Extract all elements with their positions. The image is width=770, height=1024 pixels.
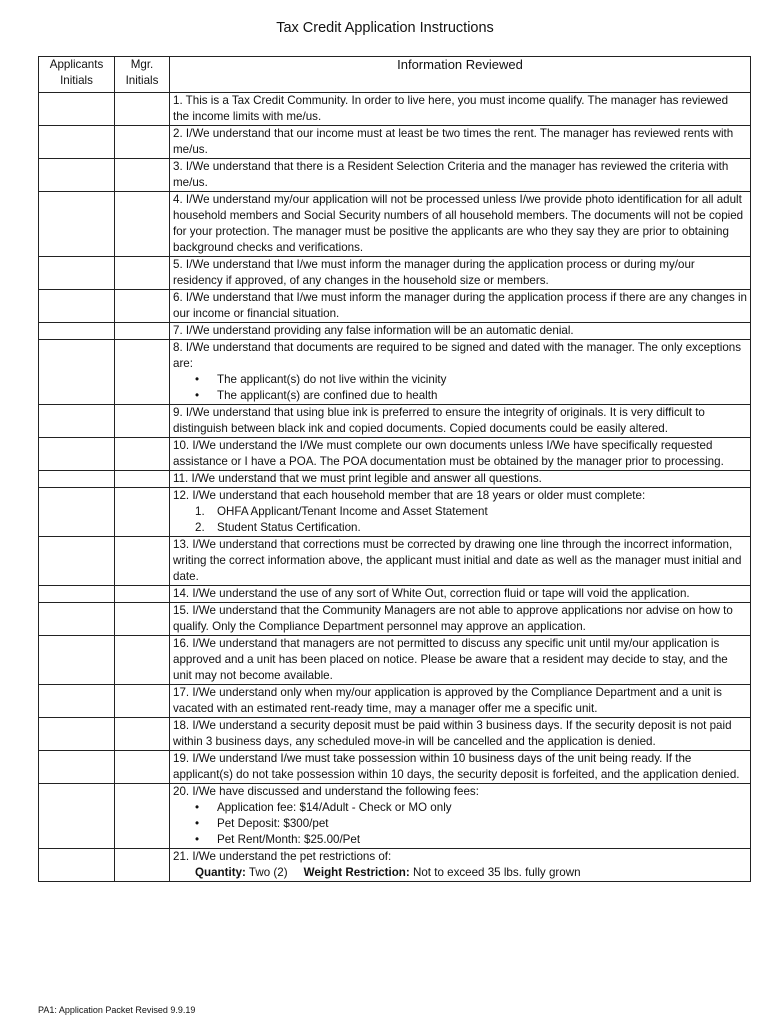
row-text: 2. I/We understand that our income must at least be two times the rent. The manager has reviewed rents with me/us. (170, 126, 751, 159)
applicant-initials-cell[interactable] (39, 537, 115, 586)
applicant-initials-cell[interactable] (39, 340, 115, 405)
table-row (39, 93, 751, 126)
applicant-initials-cell[interactable] (39, 290, 115, 323)
row-text: 9. I/We understand that using blue ink is preferred to ensure the integrity of originals. It is very difficult to distinguish between black ink and copied documents. Copied documents could be easily altered. (170, 405, 751, 438)
bullet-text: The applicant(s) do not live within the vicinity (217, 373, 447, 386)
applicant-initials-cell[interactable] (39, 718, 115, 751)
weight-value: Not to exceed 35 lbs. fully grown (409, 866, 581, 879)
item-number: 1. (195, 505, 205, 518)
row-text: 15. I/We understand that the Community Managers are not able to approve applications nor advise on how to qualify. Only the Compliance Department personnel may approve an application. (170, 603, 751, 636)
mgr-initials-cell[interactable] (115, 685, 170, 718)
table-row (39, 586, 751, 603)
applicant-initials-cell[interactable] (39, 405, 115, 438)
table-row (39, 126, 751, 159)
weight-label: Weight Restriction: (303, 866, 410, 879)
table-row (39, 636, 751, 685)
applicant-initials-cell[interactable] (39, 849, 115, 882)
mgr-initials-cell[interactable] (115, 192, 170, 257)
table-row (39, 537, 751, 586)
applicant-initials-cell[interactable] (39, 751, 115, 784)
footer-revision: PA1: Application Packet Revised 9.9.19 (38, 1005, 196, 1015)
applicant-initials-cell[interactable] (39, 323, 115, 340)
applicant-initials-cell[interactable] (39, 257, 115, 290)
applicant-initials-cell[interactable] (39, 636, 115, 685)
mgr-initials-cell[interactable] (115, 159, 170, 192)
row-text: 18. I/We understand a security deposit must be paid within 3 business days. If the security deposit is not paid within 3 business days, any scheduled move-in will be cancelled and the application is denied. (170, 718, 751, 751)
bullet-item (173, 388, 747, 404)
quantity-label: Quantity: (195, 866, 246, 879)
table-row (39, 192, 751, 257)
row-text: 7. I/We understand providing any false information will be an automatic denial. (170, 323, 751, 340)
applicant-initials-cell[interactable] (39, 438, 115, 471)
applicant-initials-cell[interactable] (39, 586, 115, 603)
quantity-value: Two (2) (245, 866, 288, 879)
mgr-initials-cell[interactable] (115, 751, 170, 784)
row-cell (170, 784, 751, 849)
table-row (39, 471, 751, 488)
row-text: 6. I/We understand that I/we must inform the manager during the application process if there are any changes in our income or financial situation. (170, 290, 751, 323)
mgr-initials-cell[interactable] (115, 603, 170, 636)
bullet-text: Pet Deposit: $300/pet (217, 817, 329, 830)
row-text: 17. I/We understand only when my/our application is approved by the Compliance Department and a unit is vacated with an estimated rent-ready time, may a manager offer me a specific unit. (170, 685, 751, 718)
information-reviewed-header: Information Reviewed (170, 57, 751, 93)
mgr-initials-cell[interactable] (115, 586, 170, 603)
instructions-table (38, 56, 751, 882)
table-row (39, 340, 751, 405)
mgr-initials-cell[interactable] (115, 126, 170, 159)
row-cell (170, 340, 751, 405)
applicant-initials-cell[interactable] (39, 192, 115, 257)
applicant-initials-cell[interactable] (39, 93, 115, 126)
pet-restrictions (173, 865, 747, 881)
table-row (39, 488, 751, 537)
row-text: 8. I/We understand that documents are required to be signed and dated with the manager. The only exceptions are: (173, 341, 742, 370)
row-text: 11. I/We understand that we must print legible and answer all questions. (170, 471, 751, 488)
mgr-initials-cell[interactable] (115, 718, 170, 751)
mgr-initials-cell[interactable] (115, 257, 170, 290)
row-text: 20. I/We have discussed and understand the following fees: (173, 785, 479, 798)
table-row (39, 685, 751, 718)
bullet-item (173, 800, 747, 816)
mgr-initials-cell[interactable] (115, 784, 170, 849)
applicant-initials-cell[interactable] (39, 126, 115, 159)
item-text: OHFA Applicant/Tenant Income and Asset Statement (217, 505, 488, 518)
table-row (39, 718, 751, 751)
page-title: Tax Credit Application Instructions (276, 20, 494, 36)
bullet-item (173, 832, 747, 848)
table-row (39, 290, 751, 323)
row-text: 19. I/We understand I/we must take possession within 10 business days of the unit being ready. If the applicant(s) do not take possession within 10 days, the security deposit is forfeited, and the application denied. (170, 751, 751, 784)
applicant-initials-cell[interactable] (39, 685, 115, 718)
table-row (39, 405, 751, 438)
applicant-initials-cell[interactable] (39, 784, 115, 849)
mgr-initials-cell[interactable] (115, 405, 170, 438)
table-row (39, 849, 751, 882)
row-text: 21. I/We understand the pet restrictions of: (173, 850, 392, 863)
row-text: 5. I/We understand that I/we must inform the manager during the application process or during my/our residency if approved, of any changes in the household size or members. (170, 257, 751, 290)
bullet-text: Pet Rent/Month: $25.00/Pet (217, 833, 361, 846)
mgr-initials-cell[interactable] (115, 323, 170, 340)
applicant-initials-cell[interactable] (39, 471, 115, 488)
mgr-initials-header: Mgr. Initials (115, 57, 170, 93)
table-row (39, 784, 751, 849)
table-row (39, 323, 751, 340)
applicants-initials-header: Applicants Initials (39, 57, 115, 93)
applicant-initials-cell[interactable] (39, 159, 115, 192)
table-row (39, 603, 751, 636)
bullet-item (173, 372, 747, 388)
row-cell (170, 488, 751, 537)
mgr-initials-cell[interactable] (115, 340, 170, 405)
item-text: Student Status Certification. (217, 521, 361, 534)
row-text: 16. I/We understand that managers are not permitted to discuss any specific unit until my/our application is approved and a unit has been placed on notice. Please be aware that a resident may decide to stay, and the unit may not become available. (170, 636, 751, 685)
item-number: 2. (195, 521, 205, 534)
table-header-row (39, 57, 751, 93)
bullet-text: Application fee: $14/Adult - Check or MO only (217, 801, 452, 814)
applicant-initials-cell[interactable] (39, 603, 115, 636)
table-row (39, 159, 751, 192)
mgr-initials-cell[interactable] (115, 488, 170, 537)
table-row (39, 751, 751, 784)
row-text: 4. I/We understand my/our application will not be processed unless I/we provide photo identification for all adult household members and Social Security numbers of all household members. The documents will not be copied for your protection. The manager must be positive the applicants are who they say they are prior to obtaining background checks and verifications. (170, 192, 751, 257)
mgr-initials-cell[interactable] (115, 93, 170, 126)
row-text: 14. I/We understand the use of any sort of White Out, correction fluid or tape will void the application. (170, 586, 751, 603)
mgr-initials-cell[interactable] (115, 438, 170, 471)
row-text: 3. I/We understand that there is a Resident Selection Criteria and the manager has reviewed the criteria with me/us. (170, 159, 751, 192)
mgr-initials-cell[interactable] (115, 537, 170, 586)
bullet-item (173, 816, 747, 832)
mgr-initials-cell[interactable] (115, 849, 170, 882)
mgr-initials-cell[interactable] (115, 636, 170, 685)
table-row (39, 438, 751, 471)
applicant-initials-cell[interactable] (39, 488, 115, 537)
mgr-initials-cell[interactable] (115, 290, 170, 323)
row-text: 10. I/We understand the I/We must complete our own documents unless I/We have specifically requested assistance or I have a POA. The POA documentation must be obtained by the manager prior to processing. (170, 438, 751, 471)
bullet-text: The applicant(s) are confined due to health (217, 389, 438, 402)
row-text: 13. I/We understand that corrections must be corrected by drawing one line through the incorrect information, writing the correct information above, the applicant must initial and date as well as the manager must initial and date. (170, 537, 751, 586)
row-cell (170, 849, 751, 882)
row-text: 1. This is a Tax Credit Community. In order to live here, you must income qualify. The manager has reviewed the income limits with me/us. (170, 93, 751, 126)
table-row (39, 257, 751, 290)
row-text: 12. I/We understand that each household member that are 18 years or older must complete: (173, 489, 646, 502)
numbered-item (173, 504, 747, 520)
numbered-item (173, 520, 747, 536)
mgr-initials-cell[interactable] (115, 471, 170, 488)
